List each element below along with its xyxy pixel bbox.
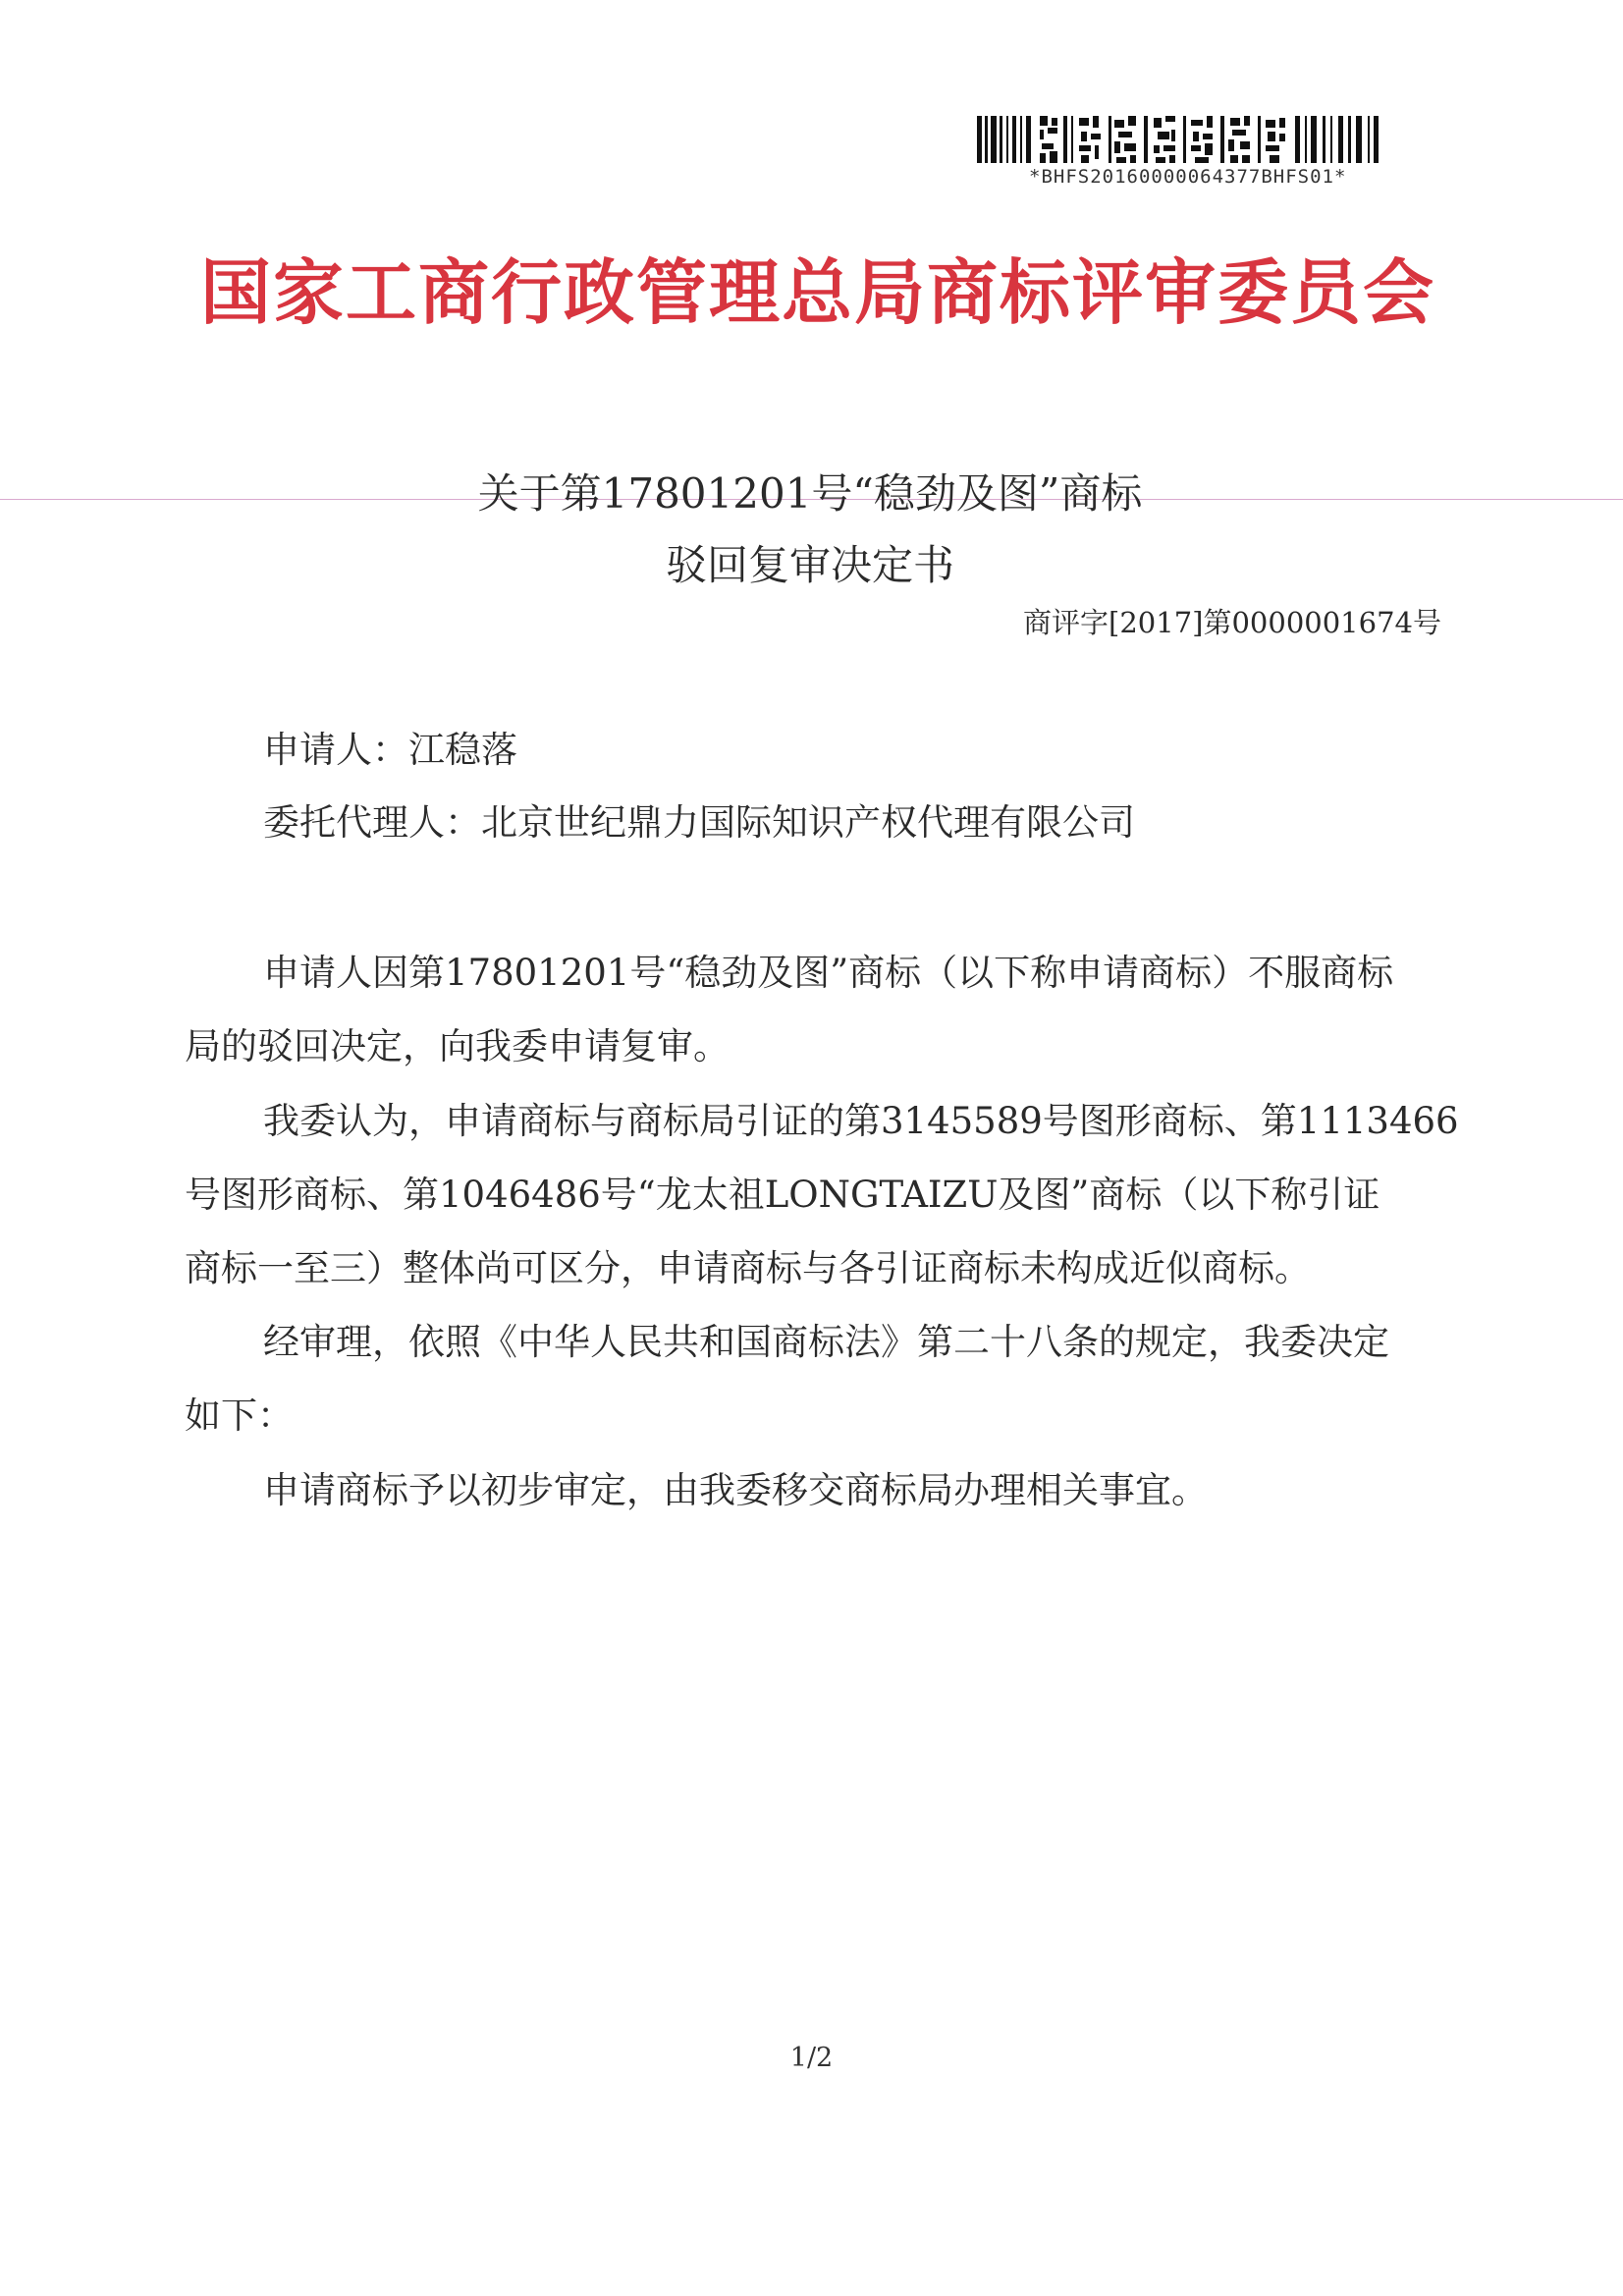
paragraph-2-line-2: 号图形商标、第1046486号“龙太祖LONGTAIZU及图”商标（以下称引证: [185, 1174, 1380, 1216]
paragraph-4-line-1: 申请商标予以初步审定，由我委移交商标局办理相关事宜。: [263, 1469, 1208, 1511]
org-letterhead: 国家工商行政管理总局商标评审委员会: [199, 251, 1435, 334]
reference-number: 商评字[2017]第0000001674号: [1023, 606, 1441, 639]
paragraph-1-line-2: 局的驳回决定，向我委申请复审。: [185, 1025, 730, 1067]
paragraph-2-line-1: 我委认为，申请商标与商标局引证的第3145589号图形商标、第1113466: [263, 1100, 1459, 1142]
barcode-number: *BHFS20160000064377BHFS01*: [1029, 166, 1347, 188]
paragraph-1-line-1: 申请人因第17801201号“稳劲及图”商标（以下称申请商标）不服商标: [263, 952, 1394, 994]
barcode-image: [977, 116, 1381, 163]
paragraph-3-line-1: 经审理，依照《中华人民共和国商标法》第二十八条的规定，我委决定: [263, 1321, 1389, 1363]
paragraph-2-line-3: 商标一至三）整体尚可区分，申请商标与各引证商标未构成近似商标。: [185, 1247, 1311, 1289]
doc-title-line-1: 关于第17801201号“稳劲及图”商标: [477, 469, 1143, 518]
doc-title-line-2: 驳回复审决定书: [665, 541, 954, 589]
paragraph-3-line-2: 如下：: [185, 1394, 294, 1437]
page-number: 1/2: [789, 2043, 834, 2073]
applicant-line: 申请人：江稳落: [263, 729, 517, 771]
agent-line: 委托代理人：北京世纪鼎力国际知识产权代理有限公司: [263, 801, 1135, 844]
